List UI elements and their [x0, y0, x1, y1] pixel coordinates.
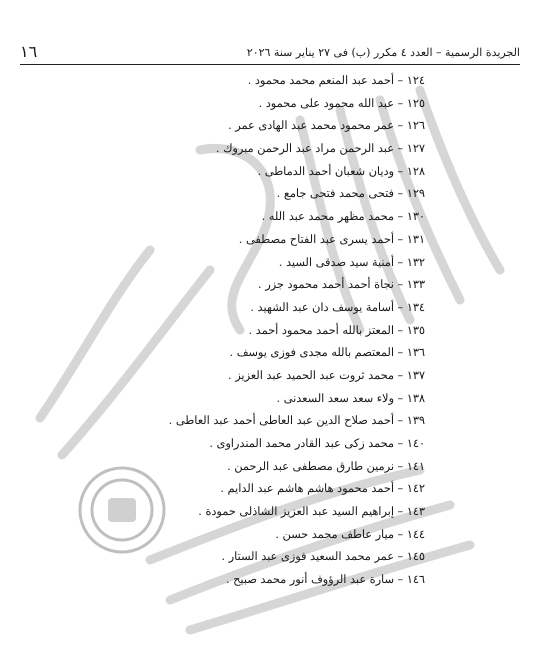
name-list-item: ١٣٨ – ولاء سعد سعد السعدنى .	[276, 391, 425, 405]
name-list-item: ١٢٨ – وديان شعبان أحمد الدماطى .	[257, 164, 425, 178]
name-list-item: ١٤١ – نرمين طارق مصطفى عبد الرحمن .	[227, 459, 425, 473]
name-list	[95, 70, 425, 592]
gazette-header-title: الجريدة الرسمية – العدد ٤ مكرر (ب) فى ٢٧ يناير سنة ٢٠٢٦	[246, 46, 520, 59]
page-number: ١٦	[20, 42, 38, 61]
name-list-item: ١٢٧ – عبد الرحمن مراد عبد الرحمن مبروك .	[215, 142, 425, 156]
name-list-item: ١٣٦ – المعتصم بالله مجدى فوزى يوسف .	[229, 346, 425, 360]
name-list-item: ١٣١ – أحمد يسرى عبد الفتاح مصطفى .	[238, 232, 425, 246]
name-list-item: ١٣٠ – محمد مظهر محمد عبد الله .	[261, 210, 425, 224]
name-list-item: ١٢٦ – عمر محمود محمد عبد الهادى عمر .	[228, 119, 425, 133]
name-list-item: ١٢٩ – فتحى محمد فتحى جامع .	[276, 187, 425, 201]
name-list-item: ١٤٢ – أحمد محمود هاشم هاشم عبد الدايم .	[220, 482, 425, 496]
name-list-item: ١٢٥ – عبد الله محمود على محمود .	[258, 96, 425, 110]
name-list-item: ١٣٥ – المعتز بالله أحمد محمود أحمد .	[248, 323, 425, 337]
name-list-item: ١٤٥ – عمر محمد السعيد فوزى عبد الستار .	[221, 550, 425, 564]
name-list-item: ١٢٤ – أحمد عبد المنعم محمد محمود .	[247, 74, 425, 87]
name-list-item: ١٤٤ – ميار عاطف محمد حسن .	[275, 527, 425, 541]
name-list-item: ١٣٤ – أسامة يوسف دان عبد الشهيد .	[250, 300, 425, 314]
name-list-item: ١٣٣ – نجاة أحمد أحمد محمود جزر .	[258, 278, 425, 292]
name-list-item: ١٤٦ – سارة عبد الرؤوف أنور محمد صبيح .	[225, 573, 425, 587]
name-list-item: ١٣٧ – محمد ثروت عبد الحميد عبد العزيز .	[228, 368, 425, 382]
name-list-item: ١٣٩ – أحمد صلاح الدين عبد العاطى أحمد عبد العاطى .	[168, 414, 425, 428]
page-header	[20, 36, 520, 65]
name-list-item: ١٤٠ – محمد زكى عبد القادر محمد المندراوى .	[209, 437, 425, 450]
name-list-item: ١٣٢ – أمنية سيد صدقى السيد .	[278, 255, 425, 269]
name-list-item: ١٤٣ – إبراهيم السيد عبد العزيز الشاذلى حمودة .	[198, 505, 425, 519]
